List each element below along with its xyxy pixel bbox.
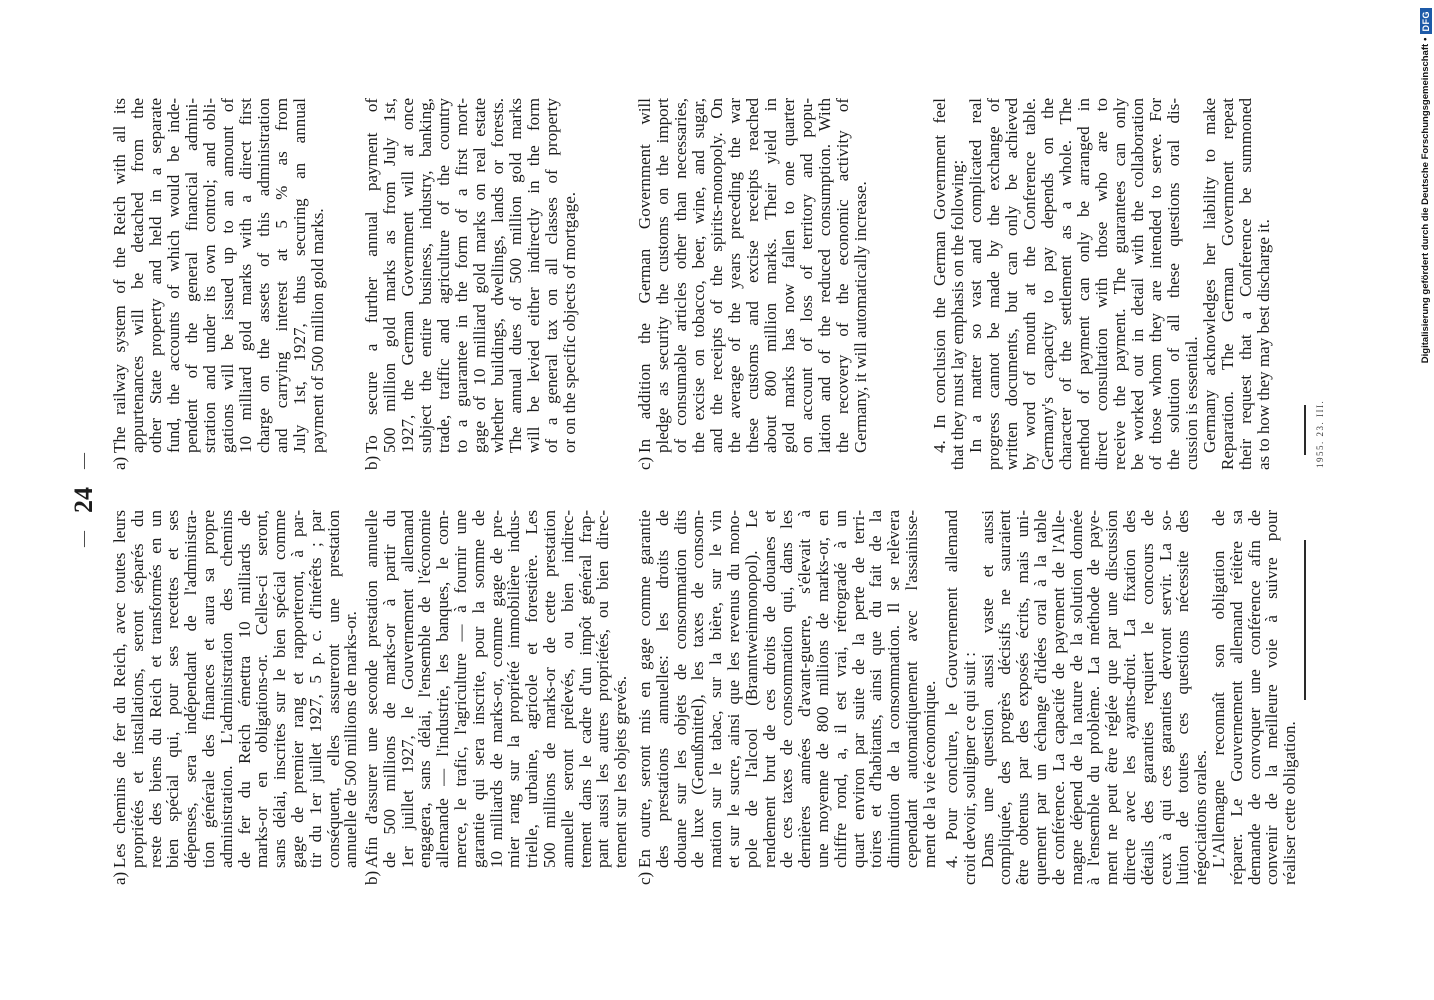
text-line: payment of 500 million gold marks. [308,208,327,453]
paragraph [636,98,870,470]
text-line: tement sur les objets grevés. [611,675,631,868]
text-line: sans délai, inscrites sur le bien spécial comme [270,510,290,868]
text-line: et sur le sucre, ainsi que les revenus du mono- [723,510,743,868]
text-line: quart environ par suite de la perte de terri- [848,510,868,868]
text-line: their request that a Conference be summoned [1236,98,1255,470]
text-line: progress cannot be made by the exchange of [984,98,1003,470]
text-line: de fer du Reich émettra 10 milliards de [234,510,254,868]
section-label: a) [110,871,129,885]
text-line: Germany's capacity to pay depends on the [1038,98,1057,470]
text-line: to a guarantee in the form of a first mort- [452,98,471,453]
end-rule [1304,405,1306,455]
section-label: 4. [930,440,949,453]
text-line: pledge as security the customs on the import [653,98,672,453]
french-column [0,510,1300,885]
dfg-credit [1419,8,1432,363]
text-line: administration. L'administration des chemins [216,510,236,868]
text-line: bien spécial qui, pour ses recettes et ses [163,510,183,868]
paragraph [931,98,967,470]
text-line: tion générale des finances et aura sa propre [198,510,218,868]
text-line: tement dans le cadre d'un impôt général frap- [575,510,595,868]
dfg-logo: DFG [1420,8,1432,35]
text-line: the excise on tobacco, beer, wine, and sugar, [689,98,708,453]
paragraph [363,98,579,470]
text-line: Dans une question aussi vaste et aussi [977,510,997,868]
text-line: cependant automatiquement avec l'assainisse- [901,510,921,868]
text-line: reste des biens du Reich et transformés en un [145,510,165,868]
text-line: fund, the accounts of which would be inde- [164,98,183,453]
text-line: 1er juillet 1927, le Gouvernement allemand [397,510,417,868]
english-section-c [636,98,870,470]
text-line: character of the settlement as a whole. The [1056,98,1075,470]
english-section-a [111,98,327,470]
page-number-dash: — [75,453,93,469]
text-line: as to how they may best discharge it. [1254,219,1273,470]
text-line: chiffre rond, a, il est vrai, rétrogradé à un [830,510,850,868]
text-line: the average of the years preceding the war [725,98,744,453]
english-section-b [363,98,579,470]
text-line: de conférence. La capacité de payement de l'Alle- [1048,510,1068,885]
text-line: gations will be issued up to an amount of [218,98,237,453]
text-line: propriétés et installations, seront séparés du [127,510,147,868]
text-line: engagera, sans délai, l'ensemble de l'économie [415,510,435,868]
dfg-separator: • [1419,37,1431,41]
text-line: that they must lay emphasis on the following: [948,159,967,470]
paragraph [111,98,327,470]
text-line: will be levied either indirectly in the form [524,98,543,453]
paragraph [111,510,360,885]
text-line: allemande — l'industrie, les banques, le com- [433,510,453,868]
text-line: trade, traffic and agriculture of the country [434,98,453,453]
text-line: Les chemins de fer du Reich, avec toutes leurs [110,510,129,868]
text-line: de ces taxes de consommation qui, dans les [777,510,797,868]
text-line: stration and under its own control; and obli- [200,98,219,453]
text-line: ceux à qui ces garanties devront servir. La so- [1155,510,1175,885]
text-line: 500 million gold marks as from July 1st, [380,98,399,453]
text-line: ment de la vie économique. [919,680,939,868]
text-line: En outre, seront mis en gage comme garantie [635,510,654,868]
text-line: demande de convoquer une conférence afin de [1244,510,1264,885]
text-line: gage de premier rang et rapporteront, à par- [287,510,307,868]
section-label: a) [110,456,129,470]
text-line [931,98,949,470]
text-line: marks-or en obligations-or. Celles-ci seront, [252,510,272,868]
text-line: these customs and excise receipts reached [743,98,762,453]
text-line: 10 milliard gold marks with a direct first [236,98,255,453]
section-label: 4. [942,855,961,868]
text-line: merce, le trafic, l'agriculture — à fournir une [450,510,470,868]
english-section-4 [931,98,1273,470]
text-line: 1927, the German Government will at once [398,98,417,453]
text-line: July 1st, 1927, thus securing an annual [290,98,309,453]
text-line: mier rang sur la propriété immobilière indus- [504,510,524,868]
text-line: be worked out in detail with the collaboration [1128,98,1147,470]
text-line: subject the entire business, industry, banking, [416,98,435,453]
text-line-content: Pour conclure, le Gouvernement allemand [942,510,961,841]
text-line: pant aussi les autres propriétés, ou bien direc- [593,510,613,868]
page-number-value: 24 [69,487,99,513]
text-line: croit devoir, souligner ce qui suit : [959,651,979,885]
text-line: of those whom they are intended to serve. For [1146,98,1165,470]
text-line: conséquent, elles assureront une prestation [323,510,343,868]
section-label: c) [635,871,654,885]
text-line: détails des garanties requiert le concours de [1137,510,1157,885]
text-line: directe avec les ayants-droit. La fixation des [1119,510,1139,885]
text-line: charge on the assets of this administration [254,98,273,453]
text-line: Germany, it will automatically increase. [851,181,870,453]
paragraph [1201,98,1273,470]
text-line: Reparation. The German Government repeat [1218,98,1237,470]
section-label: b) [362,870,381,885]
text-line: ment ne peut être réglée que par une discussion [1102,510,1122,885]
text-line: des prestations annuelles: les droits de [652,510,672,868]
section-label: b) [362,455,381,470]
text-line: L'Allemagne reconnaît son obligation de [1208,510,1228,868]
text-line: whether buildings, dwellings, lands or forests. [488,98,507,453]
text-line: about 800 million marks. Their yield in [761,98,780,453]
dfg-credit-text: Digitalisierung gefördert durch die Deutsche Forschungsgemeinschaft [1419,43,1431,364]
text-line: The annual dues of 500 million gold marks [506,98,525,453]
text-line: lation and of the reduced consumption. With [815,98,834,453]
text-line: cussion is essential. [1182,336,1201,470]
text-line: To secure a further annual payment of [362,98,381,453]
text-line: à l'ensemble du problème. La méthode de paye- [1084,510,1104,885]
text-line: mation sur le tabac, sur la bière, sur le vin [706,510,726,868]
text-line: garantie qui sera inscrite, pour la somme de [468,510,488,868]
text-line: réaliser cette obligation. [1280,721,1300,885]
paragraph [363,510,630,885]
text-line: In a matter so vast and complicated real [966,98,985,453]
text-line: diminution de la consommation. Il se relèvera [884,510,904,868]
text-line: quement par un échange d'idées oral à la table [1030,510,1050,885]
text-line: dernières années d'avant-guerre, s'élevait à [795,510,815,868]
text-line: of consumable articles other than necessaries, [671,98,690,453]
text-line: pendent of the general financial admini- [182,98,201,453]
text-line: une moyenne de 800 millions de marks-or, en [812,510,832,868]
french-section-b [363,510,630,885]
text-line: or on the specific objects of mortgage. [560,191,579,453]
text-line: compliquée, des progrès décisifs ne sauraient [995,510,1015,885]
text-line: the solution of all these questions oral dis- [1164,98,1183,470]
text-line: de 500 millions de marks-or à partir du [379,510,399,868]
date-stamp: 1955. 23. III. [1315,399,1325,468]
text-line: pole de l'alcool (Branntweinmonopol). Le [741,510,761,868]
text-line: Afin d'assurer une seconde prestation annuelle [362,510,381,868]
text-line: 500 millions de marks-or de cette prestation [539,510,559,868]
text-line: method of payment can only be arranged in [1074,98,1093,470]
text-line: négociations orales. [1191,749,1211,885]
text-line: and carrying interest at 5 % as from [272,98,291,453]
text-line: magne dépend de la nature de la solution donnée [1066,510,1086,885]
paragraph [1210,510,1299,885]
text-line: gage of 10 milliard gold marks on real estate [470,98,489,453]
french-section-a [111,510,360,885]
french-section-c [636,510,939,885]
paragraph [636,510,939,885]
paragraph [943,510,979,885]
text-line-content: In conclusion the German Government feel [930,97,949,429]
text-line: the recovery of the economic activity of [833,98,852,453]
paragraph [979,510,1210,885]
text-line: written documents, but can only be achieved [1002,98,1021,470]
text-line: In addition the German Government will [635,98,654,453]
french-section-4 [943,510,1299,885]
text-line [943,510,961,885]
text-line: lution de toutes ces questions nécessite des [1173,510,1193,885]
text-line: douane sur les objets de consommation dits [670,510,690,868]
text-line: on account of loss of territory and popu- [797,98,816,453]
text-line: and the receipts of the spirits-monopoly. On [707,98,726,453]
text-line: dépenses, sera indépendant de l'administra- [181,510,201,868]
text-line: annuelle seront prélevés, ou bien indirec- [557,510,577,868]
text-line: other State property and held in a separate [146,98,165,453]
text-line: 10 milliards de marks-or, comme gage de pre- [486,510,506,868]
text-line: trielle, urbaine, agricole et forestière. Les [522,510,542,868]
text-line: tir du 1er juillet 1927, 5 p. c. d'intérêts ; par [305,510,325,868]
text-line: convenir de la meilleure voie à suivre pour [1262,510,1282,885]
text-line: réparer. Le Gouvernement allemand réitère sa [1226,510,1246,885]
text-line: appurtenances will be detached from the [128,98,147,453]
page-number-dash: — [75,531,93,547]
text-line: toires et d'habitants, ainsi que du fait de la [866,510,886,868]
text-line: annuelle de 500 millions de marks-or. [341,611,361,868]
text-line: Germany acknowledges her liability to make [1200,98,1219,453]
text-line: être obtenus par des exposés écrits, mais uni- [1013,510,1033,885]
text-line: gold marks has now fallen to one quarter [779,98,798,453]
text-line: de luxe (Genußmittel), les taxes de consom- [688,510,708,868]
end-rule [1304,540,1306,700]
section-label: c) [635,456,654,470]
text-line: direct consultation with those who are to [1092,98,1111,470]
text-line: rendement brut de ces droits de douanes et [759,510,779,868]
english-column [0,98,1300,470]
text-line: The railway system of the Reich with all its [110,98,129,453]
text-line: receive the payment. The guarantees can only [1110,98,1129,470]
text-line: by word of mouth at the Conference table. [1020,98,1039,470]
paragraph [967,98,1201,470]
text-line: of a general tax on all classes of property [542,98,561,453]
